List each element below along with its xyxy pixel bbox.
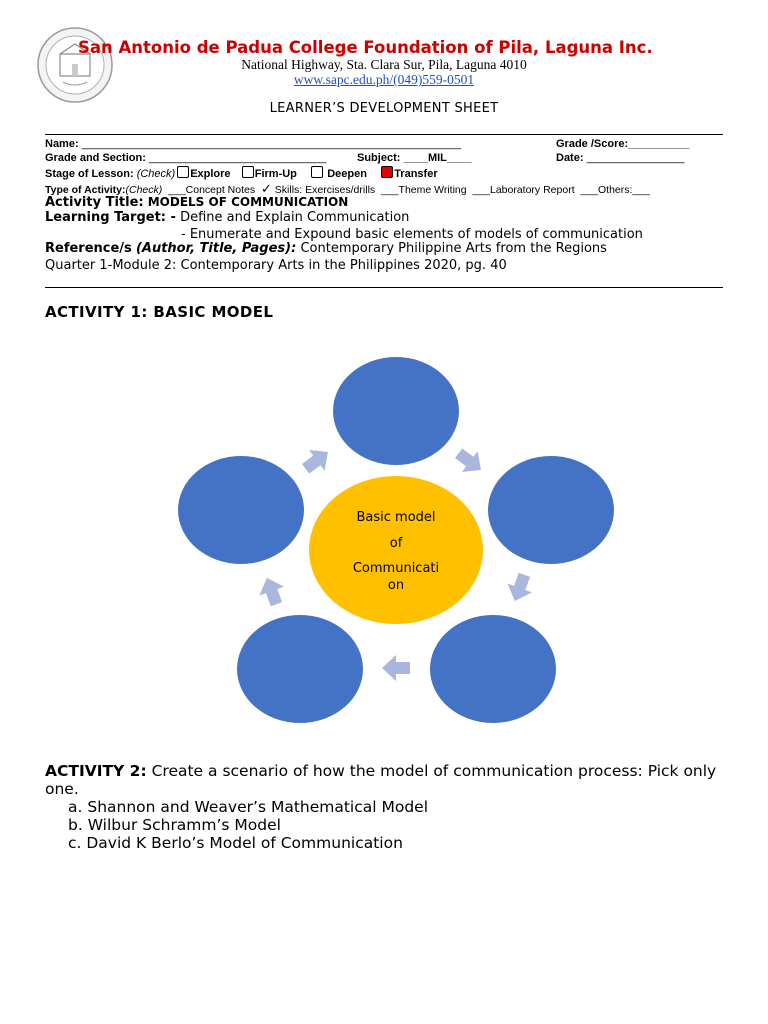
- reference-label-italic: (Author, Title, Pages):: [135, 241, 297, 256]
- school-name: San Antonio de Padua College Foundation of Pila, Laguna Inc.: [78, 38, 653, 57]
- top-divider: [45, 134, 723, 135]
- learning-target-2: - Enumerate and Expound basic elements of models of communication: [181, 227, 643, 242]
- grade-score-line: __________: [628, 138, 690, 150]
- stage-check-hint: (Check): [136, 168, 176, 180]
- learning-target-label: Learning Target: -: [45, 210, 176, 225]
- name-field: [45, 138, 461, 150]
- grade-section-line: _____________________________: [148, 152, 327, 164]
- type-skills-checkmark-icon[interactable]: ✓: [260, 181, 272, 196]
- arrow-bottom-left-to-left-icon: [255, 573, 289, 608]
- basic-model-diagram: [0, 330, 768, 730]
- activity-title-label: Activity Title:: [45, 195, 144, 210]
- diagram-circle-top[interactable]: [333, 357, 459, 465]
- diagram-circle-right[interactable]: [488, 456, 614, 564]
- grade-score-label: Grade /Score:: [556, 138, 629, 150]
- reference-line-1: Contemporary Philippine Arts from the Regions: [300, 241, 607, 256]
- subject-label: Subject:: [357, 152, 401, 164]
- date-field: [556, 152, 684, 164]
- stage-transfer-label: Transfer: [394, 168, 438, 180]
- activity2-label: ACTIVITY 2:: [45, 762, 147, 780]
- arrow-bottom-right-to-bottom-left-icon: [382, 655, 410, 681]
- type-skills-label: Skills: Exercises/drills: [274, 184, 376, 196]
- activity2-instruction: [45, 762, 735, 798]
- stage-deepen-checkbox[interactable]: [311, 166, 323, 178]
- type-lab-label: Laboratory Report: [489, 184, 575, 196]
- reference-label: Reference/s: [45, 241, 132, 256]
- type-theme-blank[interactable]: ___: [381, 184, 399, 196]
- arrow-left-to-top-icon: [298, 442, 336, 480]
- type-lab-blank[interactable]: ___: [472, 184, 490, 196]
- activity-title-value: MODELS OF COMMUNICATION: [147, 195, 349, 209]
- center-label-line-2: of: [389, 536, 403, 551]
- sheet-title: LEARNER’S DEVELOPMENT SHEET: [269, 101, 499, 116]
- option-c: c. David K Berlo’s Model of Communication: [68, 834, 403, 852]
- type-concept-label: Concept Notes: [185, 184, 256, 196]
- date-label: Date:: [556, 152, 584, 164]
- subject-field: [357, 152, 471, 164]
- diagram-circle-bottom-left[interactable]: [237, 615, 363, 723]
- date-line: ________________: [586, 152, 685, 164]
- activity2-text: Create a scenario of how the model of communication process: Pick only one.: [45, 762, 717, 798]
- arrow-top-to-right-icon: [451, 443, 489, 481]
- stage-explore-label: Explore: [190, 168, 231, 180]
- name-label: Name:: [45, 138, 79, 150]
- type-others-blank[interactable]: ___: [580, 184, 598, 196]
- school-website-link[interactable]: www.sapc.edu.ph/(049)559-0501: [293, 72, 475, 87]
- stage-firmup-label: Firm-Up: [254, 168, 297, 180]
- grade-score-field: [556, 138, 689, 150]
- learning-target-row: [45, 210, 409, 225]
- diagram-circle-left[interactable]: [178, 456, 304, 564]
- activity-title-row: [45, 195, 348, 210]
- stage-explore-checkbox[interactable]: [177, 166, 189, 178]
- type-others-label: Others:___: [598, 184, 650, 196]
- school-address: National Highway, Sta. Clara Sur, Pila, Laguna 4010: [241, 57, 527, 72]
- arrow-right-to-bottom-right-icon: [503, 570, 537, 605]
- stage-label: Stage of Lesson:: [45, 168, 134, 180]
- stage-deepen-label: Deepen: [327, 168, 367, 180]
- learning-target-1: Define and Explain Communication: [180, 210, 410, 225]
- type-theme-label: Theme Writing: [398, 184, 467, 196]
- grade-section-label: Grade and Section:: [45, 152, 146, 164]
- activity-type-label: Type of Activity:: [45, 184, 126, 196]
- subject-value: ____MIL____: [403, 152, 472, 164]
- activity1-title: ACTIVITY 1: BASIC MODEL: [45, 303, 274, 321]
- activity-type-check-hint: (Check): [125, 184, 163, 196]
- option-b: b. Wilbur Schramm’s Model: [68, 816, 281, 834]
- stage-firmup-checkbox[interactable]: [242, 166, 254, 178]
- type-concept-blank[interactable]: ___: [168, 184, 186, 196]
- section-divider: [45, 287, 723, 288]
- option-a: a. Shannon and Weaver’s Mathematical Model: [68, 798, 429, 816]
- diagram-circle-bottom-right[interactable]: [430, 615, 556, 723]
- center-label-line-3: Communicati: [352, 561, 440, 576]
- stage-transfer-checkbox[interactable]: [381, 166, 393, 178]
- center-label-line-1: Basic model: [356, 510, 436, 525]
- center-label-line-4: on: [387, 578, 405, 593]
- grade-section-field: [45, 152, 326, 164]
- name-line: ______________________________________________________________: [81, 138, 461, 150]
- reference-row: [45, 241, 607, 256]
- reference-line-2: Quarter 1-Module 2: Contemporary Arts in the Philippines 2020, pg. 40: [45, 258, 507, 273]
- stage-of-lesson-row: [45, 166, 438, 180]
